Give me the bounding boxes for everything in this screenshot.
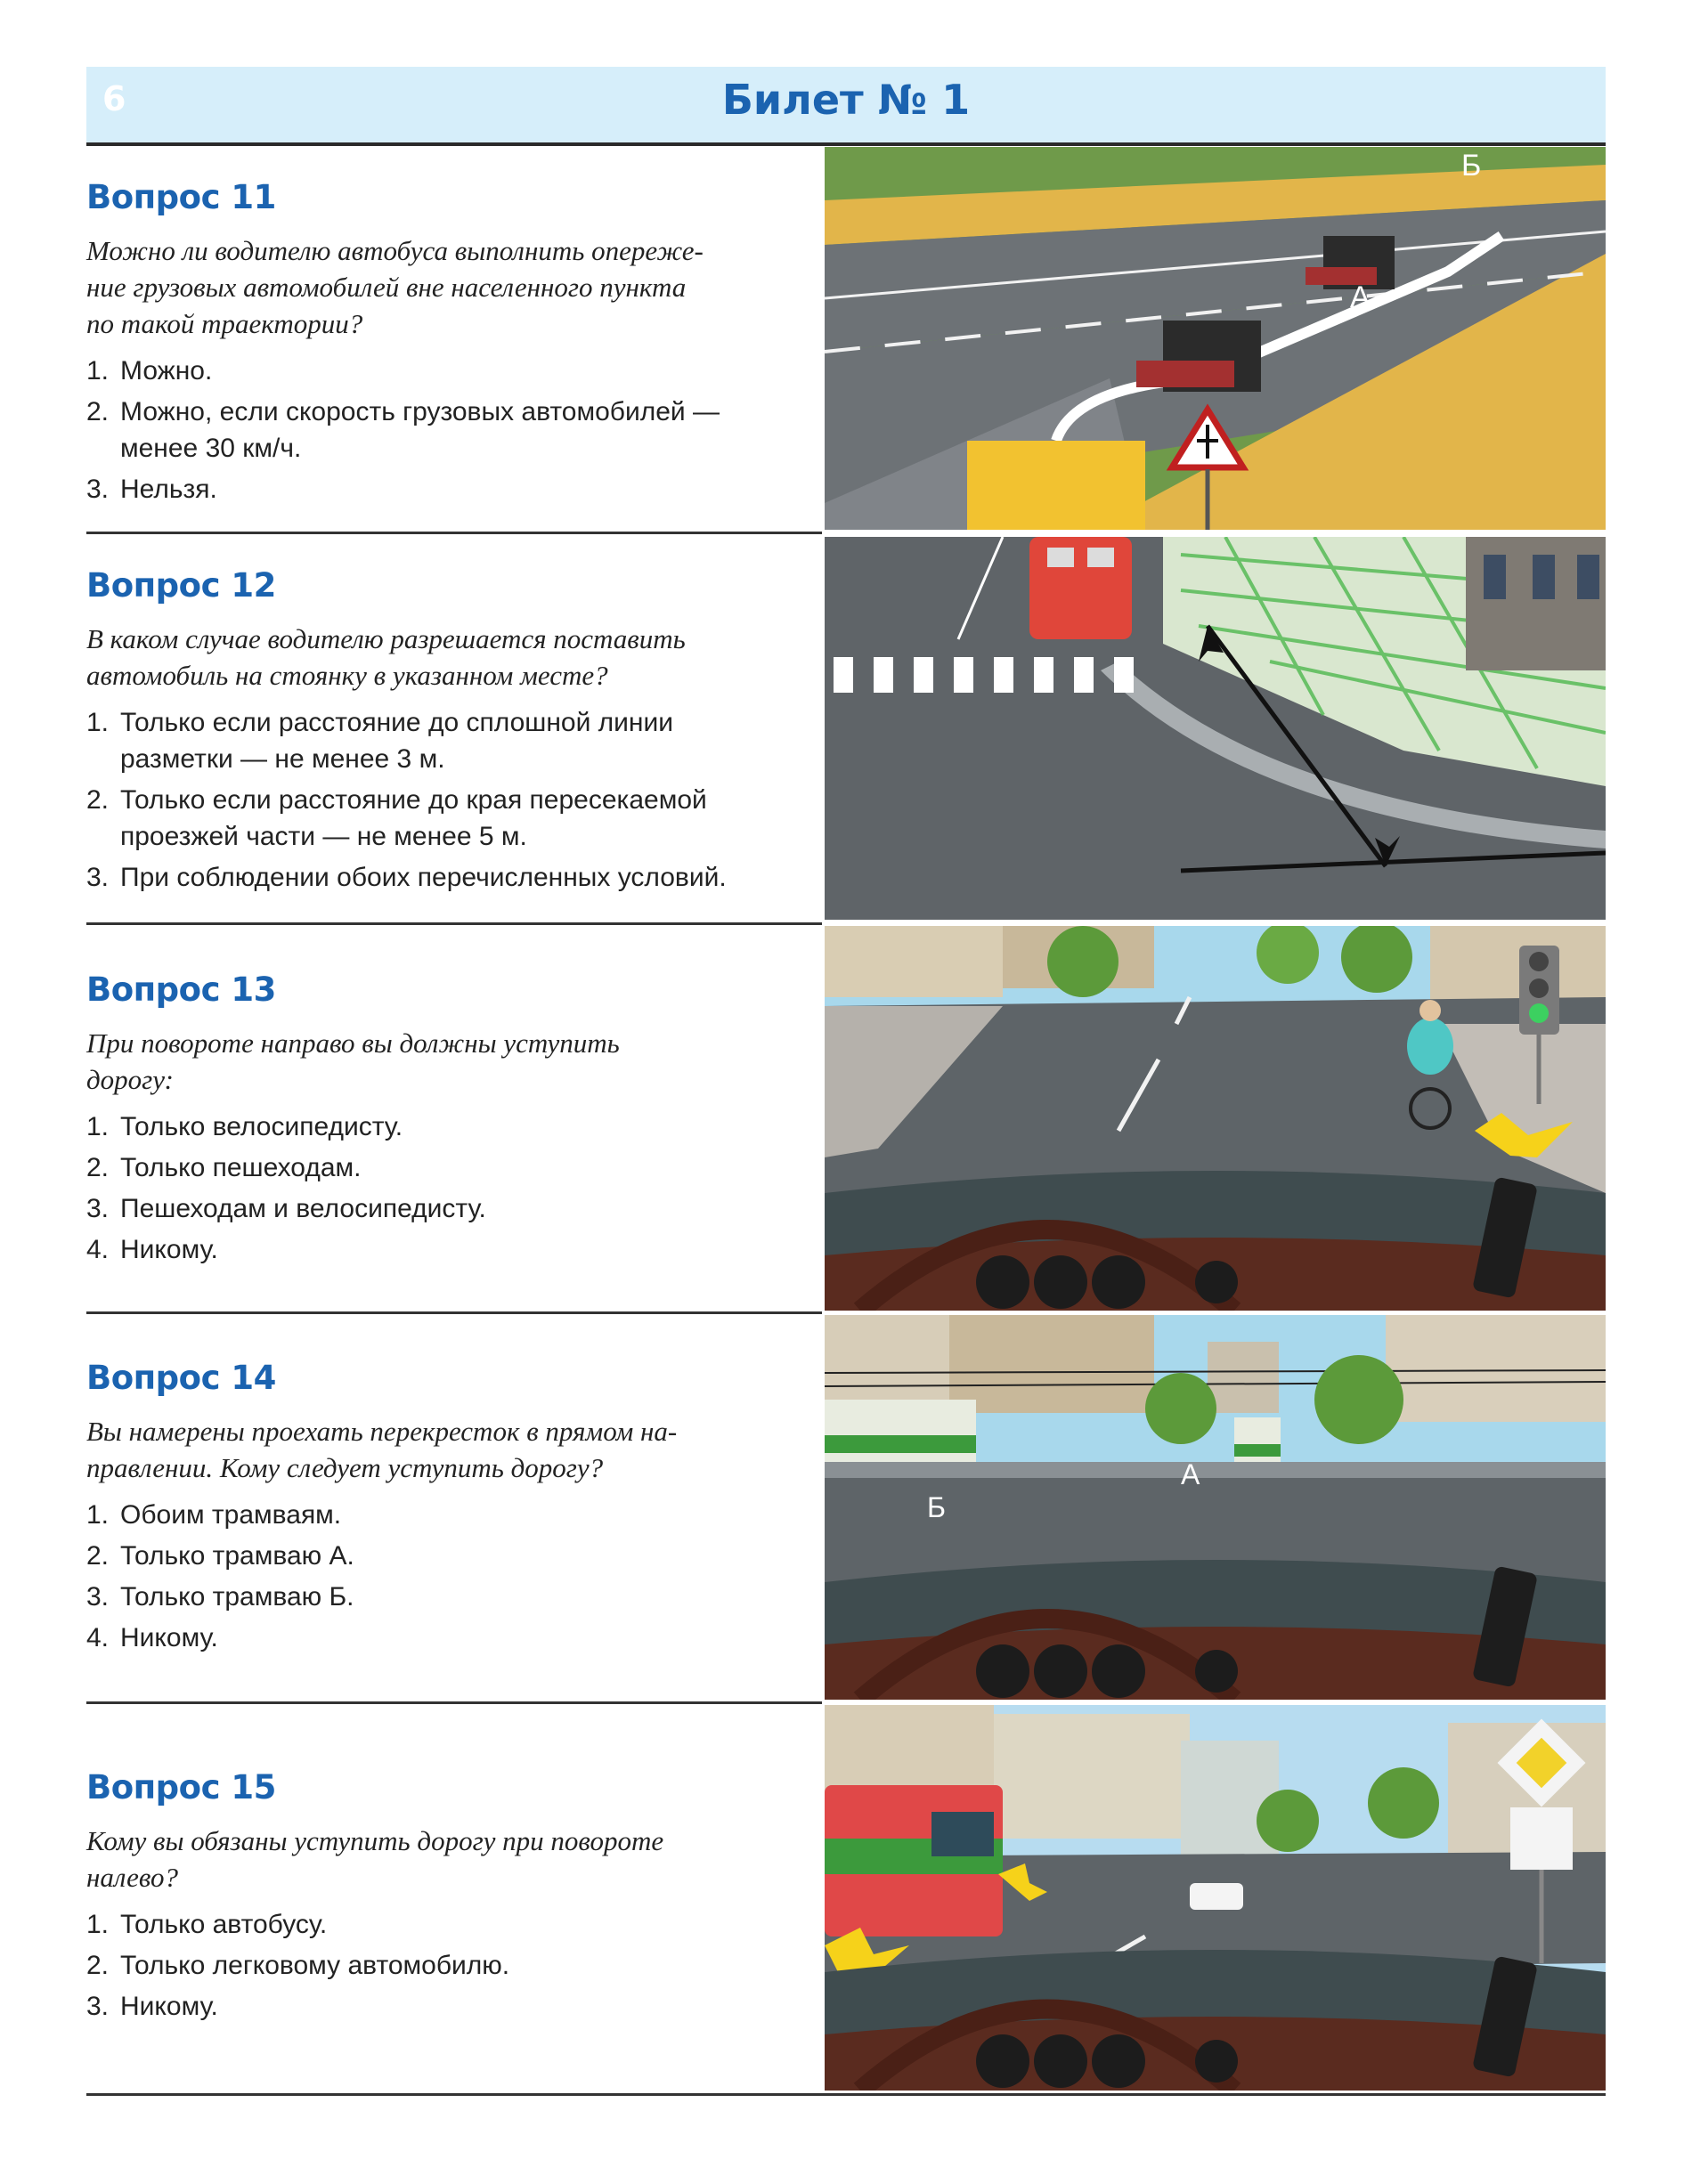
question-text-block — [86, 566, 817, 900]
question-line: В каком случае водителю разрешается поставить — [86, 623, 686, 654]
question-line: налево? — [86, 1862, 178, 1893]
question-line: Можно ли водителю автобуса выполнить опереже- — [86, 235, 704, 266]
answer-number: 1. — [86, 356, 110, 386]
question-body — [86, 1025, 817, 1098]
answer-number: 1. — [86, 1910, 110, 1939]
answer-number: 3. — [86, 1992, 110, 2021]
question-line: Кому вы обязаны уступить дорогу при повороте — [86, 1825, 664, 1856]
question-body — [86, 621, 817, 694]
answer-option[interactable] — [86, 1620, 817, 1656]
answer-number: 3. — [86, 1582, 110, 1612]
answer-number: 4. — [86, 1235, 110, 1264]
answer-list — [86, 353, 817, 507]
answer-list — [86, 1108, 817, 1268]
answer-option[interactable] — [86, 1108, 817, 1145]
answer-number: 1. — [86, 1112, 110, 1141]
answer-text: Только трамваю Б. — [120, 1582, 354, 1612]
answer-text: проезжей части — не менее 5 м. — [120, 822, 527, 851]
answer-text: Только легковому автомобилю. — [120, 1951, 510, 1980]
answer-option[interactable] — [86, 353, 817, 389]
answer-text: Только трамваю А. — [120, 1541, 354, 1571]
answer-text: Можно. — [120, 356, 213, 386]
answer-number: 2. — [86, 1951, 110, 1980]
answer-option[interactable] — [86, 1538, 817, 1574]
question-line: ние грузовых автомобилей вне населенного пункта — [86, 272, 687, 303]
answer-number: 4. — [86, 1623, 110, 1652]
answer-text: Никому. — [120, 1235, 218, 1264]
answer-text: Можно, если скорость грузовых автомобилей — — [120, 397, 720, 426]
answer-list — [86, 704, 817, 896]
question-12-illustration — [825, 537, 1606, 920]
answer-text: Обоим трамваям. — [120, 1500, 342, 1530]
answer-option[interactable] — [86, 704, 817, 777]
answer-text: Только пешеходам. — [120, 1153, 362, 1182]
question-title: Вопрос 13 — [86, 970, 276, 1009]
answer-text: Никому. — [120, 1992, 218, 2021]
label-a: А — [1350, 280, 1371, 314]
answer-option[interactable] — [86, 1231, 817, 1268]
question-11-illustration — [825, 147, 1606, 530]
answer-number: 3. — [86, 863, 110, 892]
question-body — [86, 1413, 817, 1486]
answer-number: 2. — [86, 785, 110, 815]
question-text-block — [86, 970, 817, 1272]
question-line: При повороте направо вы должны уступить — [86, 1027, 620, 1059]
answer-option[interactable] — [86, 1579, 817, 1615]
divider — [86, 532, 822, 534]
answer-text: Только велосипедисту. — [120, 1112, 403, 1141]
bottom-divider — [86, 2093, 1606, 2096]
answer-text: менее 30 км/ч. — [120, 434, 302, 463]
divider — [86, 1701, 822, 1704]
answer-number: 1. — [86, 1500, 110, 1530]
answer-option[interactable] — [86, 1947, 817, 1984]
question-14-illustration — [825, 1315, 1606, 1700]
answer-text: Пешеходам и велосипедисту. — [120, 1194, 486, 1223]
answer-option[interactable] — [86, 782, 817, 855]
label-b: Б — [1461, 149, 1482, 183]
answer-list — [86, 1497, 817, 1656]
question-line: по такой траектории? — [86, 308, 363, 339]
question-title: Вопрос 12 — [86, 566, 276, 605]
answer-option[interactable] — [86, 1497, 817, 1533]
answer-text: разметки — не менее 3 м. — [120, 744, 445, 774]
question-text-block — [86, 178, 817, 512]
answer-option[interactable] — [86, 1149, 817, 1186]
answer-number: 3. — [86, 475, 110, 504]
answer-number: 3. — [86, 1194, 110, 1223]
answer-option[interactable] — [86, 1906, 817, 1943]
answer-option[interactable] — [86, 1190, 817, 1227]
answer-text: Нельзя. — [120, 475, 217, 504]
answer-number: 2. — [86, 397, 110, 426]
answer-text: При соблюдении обоих перечисленных условий. — [120, 863, 727, 892]
page-number: 6 — [102, 79, 126, 118]
divider — [86, 1311, 822, 1314]
question-title: Вопрос 11 — [86, 178, 276, 216]
answer-option[interactable] — [86, 1988, 817, 2025]
page-header — [86, 67, 1606, 146]
question-title: Вопрос 14 — [86, 1359, 276, 1397]
question-line: Вы намерены проехать перекресток в прямом на- — [86, 1416, 678, 1447]
label-b: Б — [927, 1491, 946, 1523]
answer-number: 2. — [86, 1541, 110, 1571]
question-text-block — [86, 1768, 817, 2029]
question-13-illustration — [825, 926, 1606, 1311]
divider — [86, 922, 822, 925]
question-body — [86, 1823, 817, 1896]
question-line: дорогу: — [86, 1064, 174, 1095]
ticket-title: Билет № 1 — [721, 76, 971, 124]
answer-option[interactable] — [86, 394, 817, 467]
answer-option[interactable] — [86, 859, 817, 896]
question-line: автомобиль на стоянку в указанном месте? — [86, 660, 608, 691]
label-a: А — [1181, 1458, 1200, 1490]
answer-number: 1. — [86, 708, 110, 737]
answer-text: Только если расстояние до сплошной линии — [120, 708, 674, 737]
question-15-illustration — [825, 1705, 1606, 2091]
answer-text: Только если расстояние до края пересекаемой — [120, 785, 707, 815]
question-line: правлении. Кому следует уступить дорогу? — [86, 1452, 604, 1483]
answer-text: Никому. — [120, 1623, 218, 1652]
question-body — [86, 232, 817, 342]
answer-option[interactable] — [86, 471, 817, 507]
question-text-block — [86, 1359, 817, 1660]
question-title: Вопрос 15 — [86, 1768, 276, 1806]
answer-number: 2. — [86, 1153, 110, 1182]
answer-text: Только автобусу. — [120, 1910, 328, 1939]
answer-list — [86, 1906, 817, 2025]
